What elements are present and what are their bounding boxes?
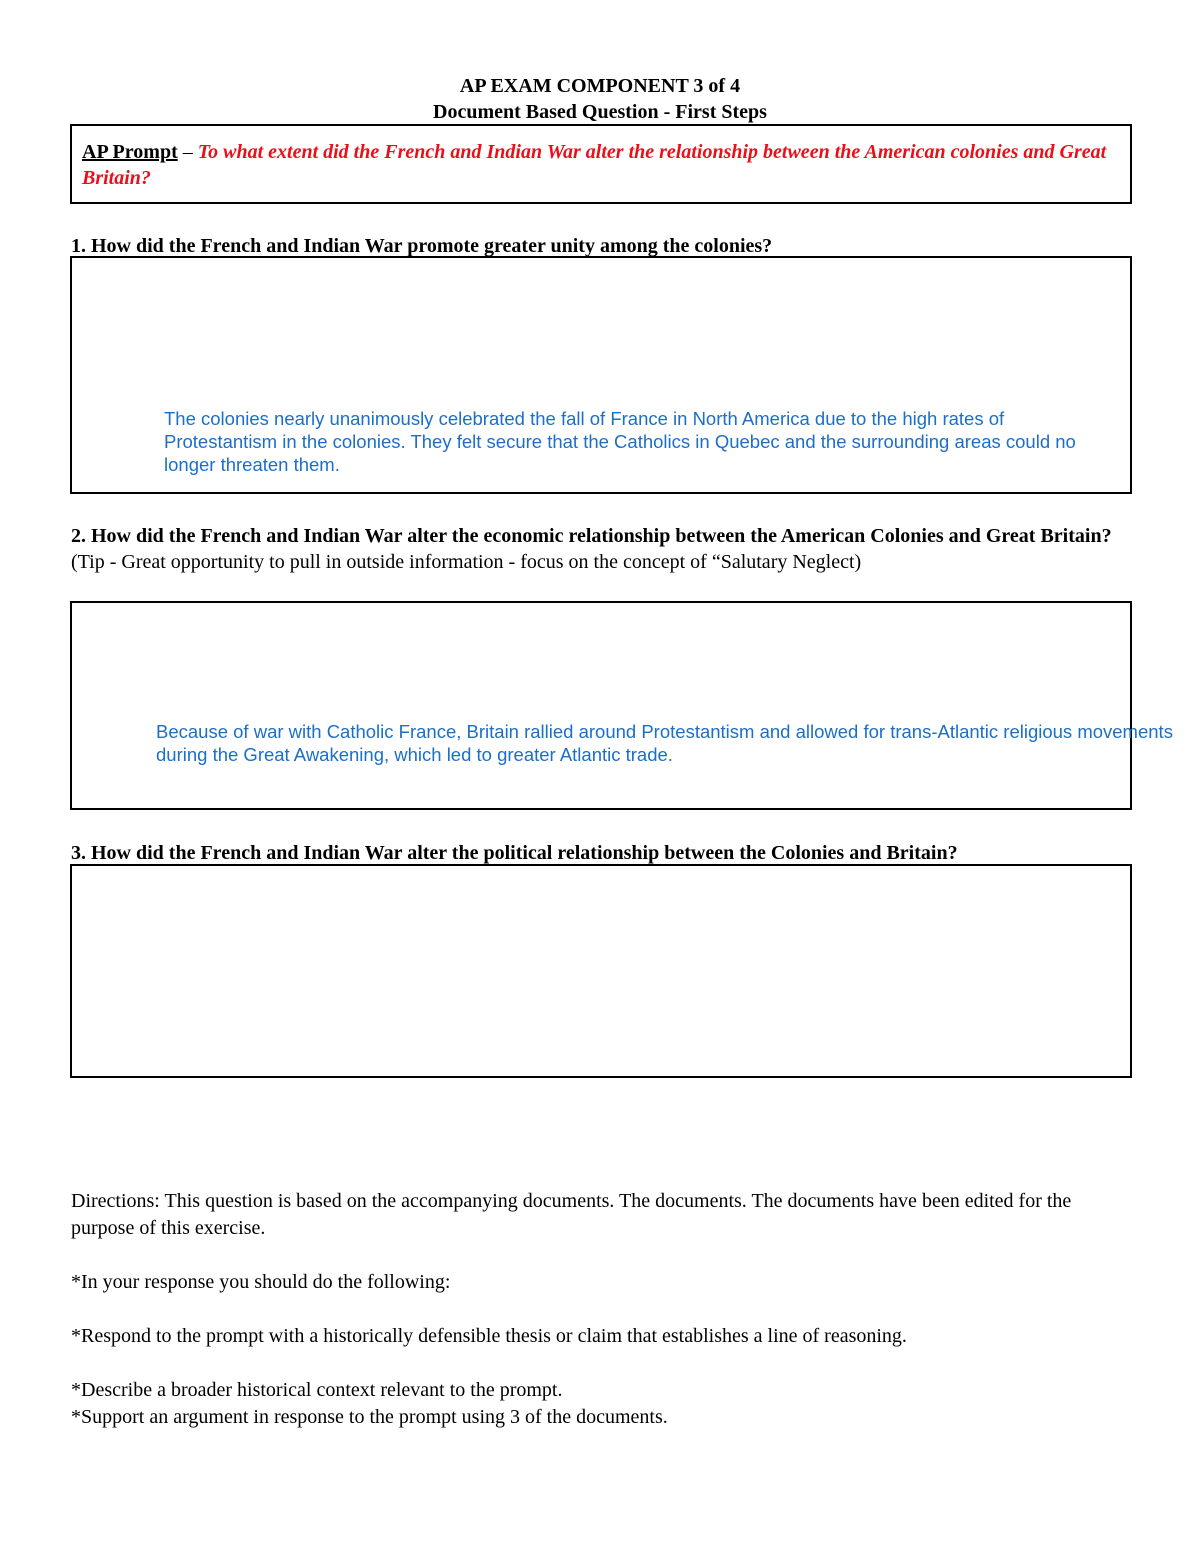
prompt-dash: –	[177, 141, 198, 163]
question-2	[71, 523, 1131, 575]
answer-text-2: Because of war with Catholic France, Britain rallied around Protestantism and allowed for trans-Atlantic religious movements during the Great Awakening, which led to greater Atlantic trade.	[156, 721, 1173, 765]
page-subtitle: Document Based Question - First Steps	[433, 101, 767, 123]
directions-item-thesis: *Respond to the prompt with a historically defensible thesis or claim that establishes a line of reasoning.	[71, 1325, 907, 1347]
prompt-label: AP Prompt	[82, 141, 178, 163]
question-3: 3. How did the French and Indian War alter the political relationship between the Colonies and Britain?	[71, 842, 958, 864]
question-2-text: 2. How did the French and Indian War alter the economic relationship between the American Colonies and Great Britain?	[71, 525, 1112, 547]
page-title: AP EXAM COMPONENT 3 of 4	[459, 75, 741, 97]
answer-box-3[interactable]	[70, 864, 1132, 1078]
prompt-box	[70, 124, 1132, 204]
directions-item-context: *Describe a broader historical context relevant to the prompt.	[71, 1379, 563, 1401]
directions-lead: *In your response you should do the following:	[71, 1271, 451, 1293]
answer-box-2[interactable]	[70, 601, 1173, 810]
answer-text-1: The colonies nearly unanimously celebrated the fall of France in North America due to the high rates of Protestantism in the colonies. They felt secure that the Catholics in Quebec and the surrounding areas could no longer threaten them.	[164, 408, 1076, 475]
question-1: 1. How did the French and Indian War promote greater unity among the colonies?	[71, 235, 773, 257]
question-2-tip: (Tip - Great opportunity to pull in outside information - focus on the concept of “Salutary Neglect)	[71, 551, 862, 573]
prompt-question: To what extent did the French and Indian War alter the relationship between the American colonies and Great Britain?	[82, 141, 1107, 189]
directions-intro: Directions: This question is based on the accompanying documents. The documents. The documents have been edited for the purpose of this exercise.	[71, 1190, 1072, 1239]
prompt-text	[82, 139, 1112, 191]
answer-box-1[interactable]	[70, 256, 1132, 494]
directions-item-evidence: *Support an argument in response to the prompt using 3 of the documents.	[71, 1406, 668, 1428]
